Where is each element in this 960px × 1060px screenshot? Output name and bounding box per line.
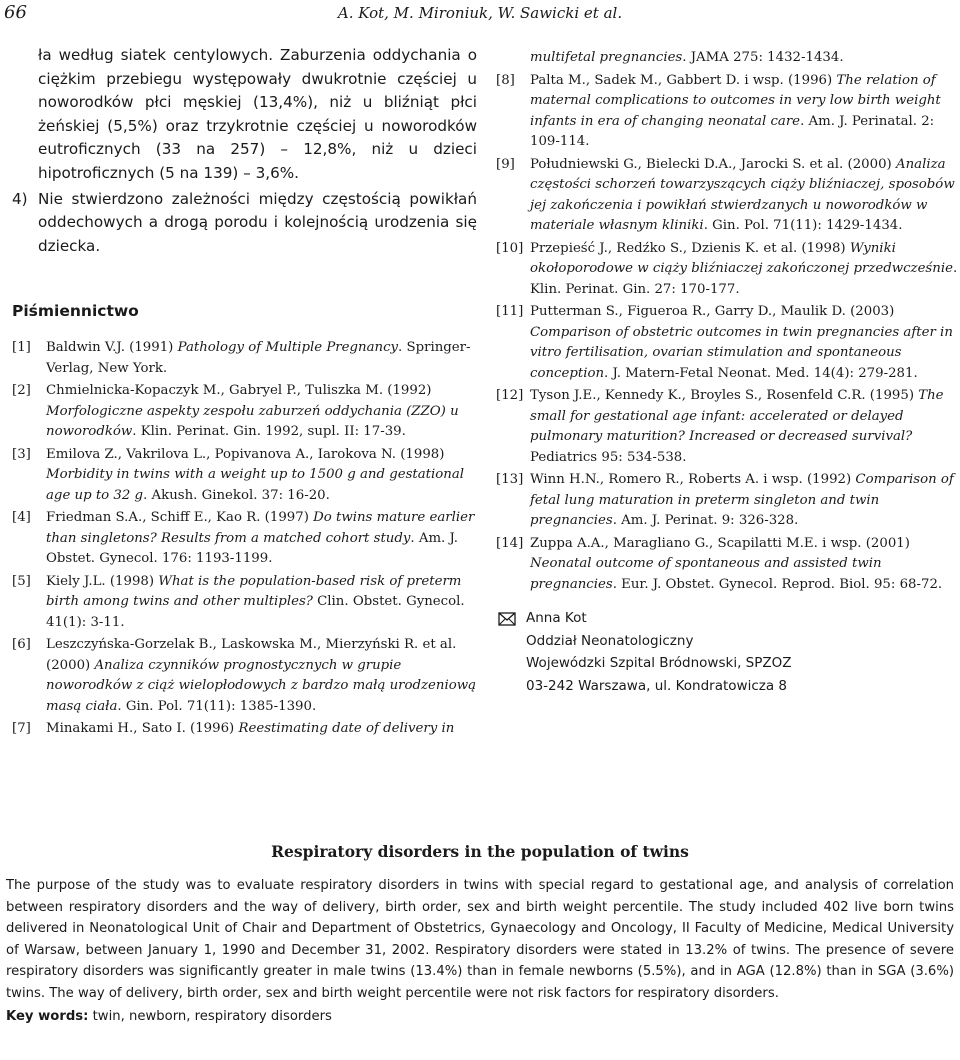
correspondence-address xyxy=(496,607,958,697)
reference-title: Comparison of fetal lung maturation in preterm singleton and twin pregnancies xyxy=(530,472,954,528)
reference-title: Comparison of obstetric outcomes in twin pregnancies after in vitro fertilisation, ovarian stimulation and spontaneous conception xyxy=(530,324,953,381)
reference-number: [5] xyxy=(12,573,31,589)
right-column xyxy=(496,48,958,697)
reference-number: [12] xyxy=(496,388,524,403)
reference-text xyxy=(46,445,477,507)
reference-text xyxy=(46,719,477,740)
reference-title: Reestimating date of delivery in xyxy=(238,721,455,737)
abstract-title: Respiratory disorders in the population of twins xyxy=(271,842,689,861)
reference-title: Pathology of Multiple Pregnancy xyxy=(177,340,399,356)
reference-text xyxy=(530,48,958,69)
reference-number: [14] xyxy=(496,535,524,551)
reference-number: [9] xyxy=(496,156,515,172)
reference-title: The small for gestational age infant: accelerated or delayed pulmonary maturition? Increased or decreased survival? xyxy=(530,388,944,444)
reference-text xyxy=(530,534,958,596)
contact-address: 03-242 Warszawa, ul. Kondratowicza 8 xyxy=(526,677,787,694)
envelope-icon xyxy=(498,611,516,627)
reference-text xyxy=(530,470,958,532)
reference-text xyxy=(46,381,477,443)
reference-item xyxy=(496,239,958,301)
reference-item xyxy=(12,719,477,740)
reference-authors: Przepieść J., Redźko S., Dzienis K. et al. (1998) xyxy=(530,240,850,256)
reference-authors: Emilova Z., Vakrilova L., Popivanova A., Iarokova N. (1998) xyxy=(46,446,445,462)
point-text: Nie stwierdzono zależności między częstością powikłań oddechowych a drogą porodu i kolejnością urodzenia się dziecka. xyxy=(38,189,477,255)
reference-source: . Am. J. Perinatal. 2: 109-114. xyxy=(530,113,935,149)
references-list-right xyxy=(496,48,958,595)
reference-item xyxy=(496,48,958,69)
reference-text xyxy=(46,635,477,717)
reference-title: Morbidity in twins with a weight up to 1500 g and gestational age up to 32 g xyxy=(46,467,465,503)
reference-title: Wyniki okołoporodowe w ciąży bliźniaczej zakończonej przedwcześnie xyxy=(530,240,953,276)
reference-item xyxy=(496,470,958,532)
reference-item xyxy=(12,381,477,443)
reference-number: [11] xyxy=(496,304,524,319)
reference-number: [8] xyxy=(496,72,515,88)
reference-authors: Putterman S., Figueroa R., Garry D., Maulik D. (2003) xyxy=(530,304,895,319)
reference-item xyxy=(496,155,958,237)
reference-source: . Gin. Pol. 71(11): 1385-1390. xyxy=(117,698,317,714)
reference-source: . J. Matern-Fetal Neonat. Med. 14(4): 279-281. xyxy=(604,365,918,381)
reference-text xyxy=(46,572,477,634)
reference-authors: Chmielnicka-Kopaczyk M., Gabryel P., Tuliszka M. (1992) xyxy=(46,383,432,399)
reference-source: . Am. J. Obstet. Gynecol. 176: 1193-1199. xyxy=(46,530,459,567)
reference-authors: Minakami H., Sato I. (1996) xyxy=(46,721,239,737)
reference-authors: Leszczyńska-Gorzelak B., Laskowska M., Mierzyński R. et al. (2000) xyxy=(46,637,457,673)
abstract-text: The purpose of the study was to evaluate respiratory disorders in twins with special regard to gestational age, and analysis of correlation between respiratory disorders and the way of delivery, birth order, sex and birth weight percentile. The study included 402 live born twins delivered in Neonatological Unit of Chair and Department of Obstetrics, Gynaecology and Oncology, II Faculty of Medicine, Medical University of Warsaw, between January 1, 1990 and December 31, 2002. Respiratory disorders were stated in 13.2% of twins. The presence of severe respiratory disorders was significantly greater in male twins (13.4%) than in female newborns (5.5%), and in AGA (12.8%) than in SGA (3.6%) twins. The way of delivery, birth order, sex and birth weight percentile were not risk factors for respiratory disorders. xyxy=(6,878,954,1001)
reference-number: [13] xyxy=(496,472,524,487)
reference-authors: Winn H.N., Romero R., Roberts A. i wsp. (1992) xyxy=(530,472,856,487)
reference-number: [2] xyxy=(12,383,31,399)
conclusion-continuation: ła według siatek centylowych. Zaburzenia oddychania o ciężkim przebiegu występowały dwukrotnie częściej u noworodków płci męskiej (13,4%), niż u bliźniąt płci żeńskiej (5,5%) oraz trzykrotnie częściej u noworodków eutroficznych (33 na 257) – 12,8%, niż u dzieci hipotroficznych (5 na 139) – 3,6%. xyxy=(38,46,477,182)
reference-number: [10] xyxy=(496,240,524,256)
english-abstract xyxy=(6,842,954,1028)
reference-number: [4] xyxy=(12,510,31,526)
reference-source: . Akush. Ginekol. 37: 16-20. xyxy=(143,487,330,503)
reference-title: The relation of maternal complications to outcomes in very low birth weight infants in era of changing neonatal care xyxy=(530,72,941,129)
page-header xyxy=(0,0,960,30)
reference-authors: Zuppa A.A., Maragliano G., Scapilatti M.E. i wsp. (2001) xyxy=(530,535,910,551)
page-number: 66 xyxy=(4,2,27,23)
running-head: A. Kot, M. Mironiuk, W. Sawicki et al. xyxy=(337,4,623,22)
contact-name: Anna Kot xyxy=(526,610,587,626)
references-heading: Piśmiennictwo xyxy=(12,302,139,321)
reference-title: Analiza częstości schorzeń towarzyszących ciąży bliźniaczej, sposobów jej zakończenia i powikłań stwierdzanych u noworodków w materiale własnym kliniki xyxy=(530,156,955,233)
reference-text xyxy=(46,508,477,570)
reference-authors: Baldwin V.J. (1991) xyxy=(46,340,178,356)
reference-item xyxy=(12,338,477,379)
reference-source: . Springer-Verlag, New York. xyxy=(46,340,471,376)
reference-text xyxy=(530,155,958,237)
reference-text xyxy=(530,386,958,468)
reference-number: [1] xyxy=(12,340,31,356)
reference-item xyxy=(496,302,958,384)
reference-authors: Tyson J.E., Kennedy K., Broyles S., Rosenfeld C.R. (1995) xyxy=(530,388,919,403)
reference-title: Analiza czynników prognostycznych w grupie noworodków z ciąż wielopłodowych z bardzo małą urodzeniową masą ciała xyxy=(46,657,477,714)
contact-department: Oddział Neonatologiczny xyxy=(526,632,694,649)
reference-number: [7] xyxy=(12,721,31,737)
keywords-label: Key words: xyxy=(6,1009,89,1024)
reference-authors: Kiely J.L. (1998) xyxy=(46,573,159,589)
conclusion-point-4 xyxy=(12,188,477,259)
reference-title: multifetal pregnancies xyxy=(530,50,683,65)
reference-title: Neonatal outcome of spontaneous and assisted twin pregnancies xyxy=(530,556,882,592)
contact-hospital: Wojewódzki Szpital Bródnowski, SPZOZ xyxy=(526,655,792,671)
reference-source: . Klin. Perinat. Gin. 1992, supl. II: 17-39. xyxy=(132,424,406,440)
reference-item xyxy=(12,508,477,570)
reference-source: . JAMA 275: 1432-1434. xyxy=(682,50,844,65)
reference-text xyxy=(530,71,958,153)
reference-source: Clin. Obstet. Gynecol. 41(1): 3-11. xyxy=(46,594,465,630)
reference-item xyxy=(496,534,958,596)
reference-title: What is the population-based risk of preterm birth among twins and other multiples? xyxy=(46,573,462,610)
reference-text xyxy=(46,338,477,379)
point-number: 4) xyxy=(12,189,28,208)
reference-number: [3] xyxy=(12,446,31,462)
reference-number: [6] xyxy=(12,637,31,653)
reference-authors: Palta M., Sadek M., Gabbert D. i wsp. (1996) xyxy=(530,72,837,88)
reference-source: . Gin. Pol. 71(11): 1429-1434. xyxy=(703,218,903,233)
reference-item xyxy=(12,572,477,634)
reference-source: . Klin. Perinat. Gin. 27: 170-177. xyxy=(530,261,958,297)
keywords-list: twin, newborn, respiratory disorders xyxy=(88,1009,332,1024)
reference-source: . Eur. J. Obstet. Gynecol. Reprod. Biol. 95: 68-72. xyxy=(612,576,943,592)
reference-item xyxy=(496,386,958,468)
reference-number xyxy=(496,48,530,69)
reference-title: Morfologiczne aspekty zespołu zaburzeń oddychania (ZZO) u noworodków xyxy=(46,403,459,440)
left-column xyxy=(12,44,477,742)
reference-item xyxy=(496,71,958,153)
reference-text xyxy=(530,302,958,384)
keywords xyxy=(6,1006,954,1028)
reference-text xyxy=(530,239,958,301)
reference-source: Pediatrics 95: 534-538. xyxy=(530,449,687,465)
reference-title: Do twins mature earlier than singletons? Results from a matched cohort study xyxy=(46,510,475,546)
reference-item xyxy=(12,635,477,717)
reference-authors: Południewski G., Bielecki D.A., Jarocki S. et al. (2000) xyxy=(530,156,896,172)
references-list-left xyxy=(12,338,477,740)
reference-authors: Friedman S.A., Schiff E., Kao R. (1997) xyxy=(46,510,314,526)
reference-item xyxy=(12,445,477,507)
reference-source: . Am. J. Perinat. 9: 326-328. xyxy=(612,513,799,528)
